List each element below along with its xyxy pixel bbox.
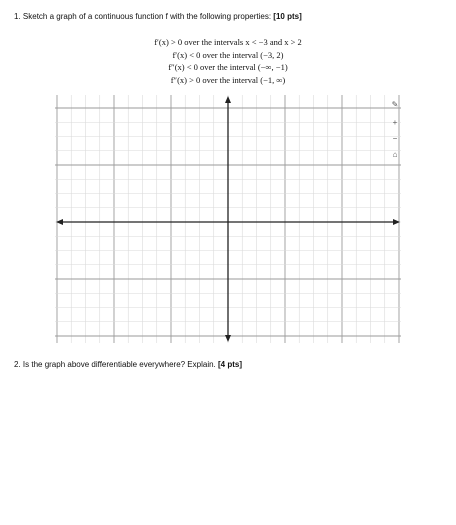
question-1 xyxy=(14,12,302,21)
question-2 xyxy=(14,360,242,369)
graph-toolbar xyxy=(384,95,404,165)
property-2: f′(x) < 0 over the interval (−3, 2) xyxy=(172,49,284,60)
zoom-in-icon[interactable]: + xyxy=(392,118,398,127)
question-1-points: [10 pts] xyxy=(273,12,302,21)
property-3: f″(x) < 0 over the interval (−∞, −1) xyxy=(168,62,288,72)
question-1-text: Sketch a graph of a continuous function f with the following properties: xyxy=(22,12,272,21)
property-1: f′(x) > 0 over the intervals x < −3 and x > 2 xyxy=(154,37,302,47)
question-1-number: 1. xyxy=(14,12,21,21)
question-2-number: 2. xyxy=(14,360,21,369)
y-axis-top-arrow xyxy=(225,96,231,103)
zoom-out-icon[interactable]: − xyxy=(392,134,398,143)
home-icon[interactable]: ⌂ xyxy=(392,150,398,159)
graph-canvas[interactable] xyxy=(55,95,401,343)
axes xyxy=(56,96,400,342)
pencil-icon[interactable]: ✎ xyxy=(391,100,399,109)
property-4: f″(x) > 0 over the interval (−1, ∞) xyxy=(170,74,286,85)
y-axis-bottom-arrow xyxy=(225,335,231,342)
question-2-text: Is the graph above differentiable everywhere? Explain. xyxy=(22,360,216,369)
question-2-points: [4 pts] xyxy=(218,360,243,369)
properties-list xyxy=(0,36,456,86)
